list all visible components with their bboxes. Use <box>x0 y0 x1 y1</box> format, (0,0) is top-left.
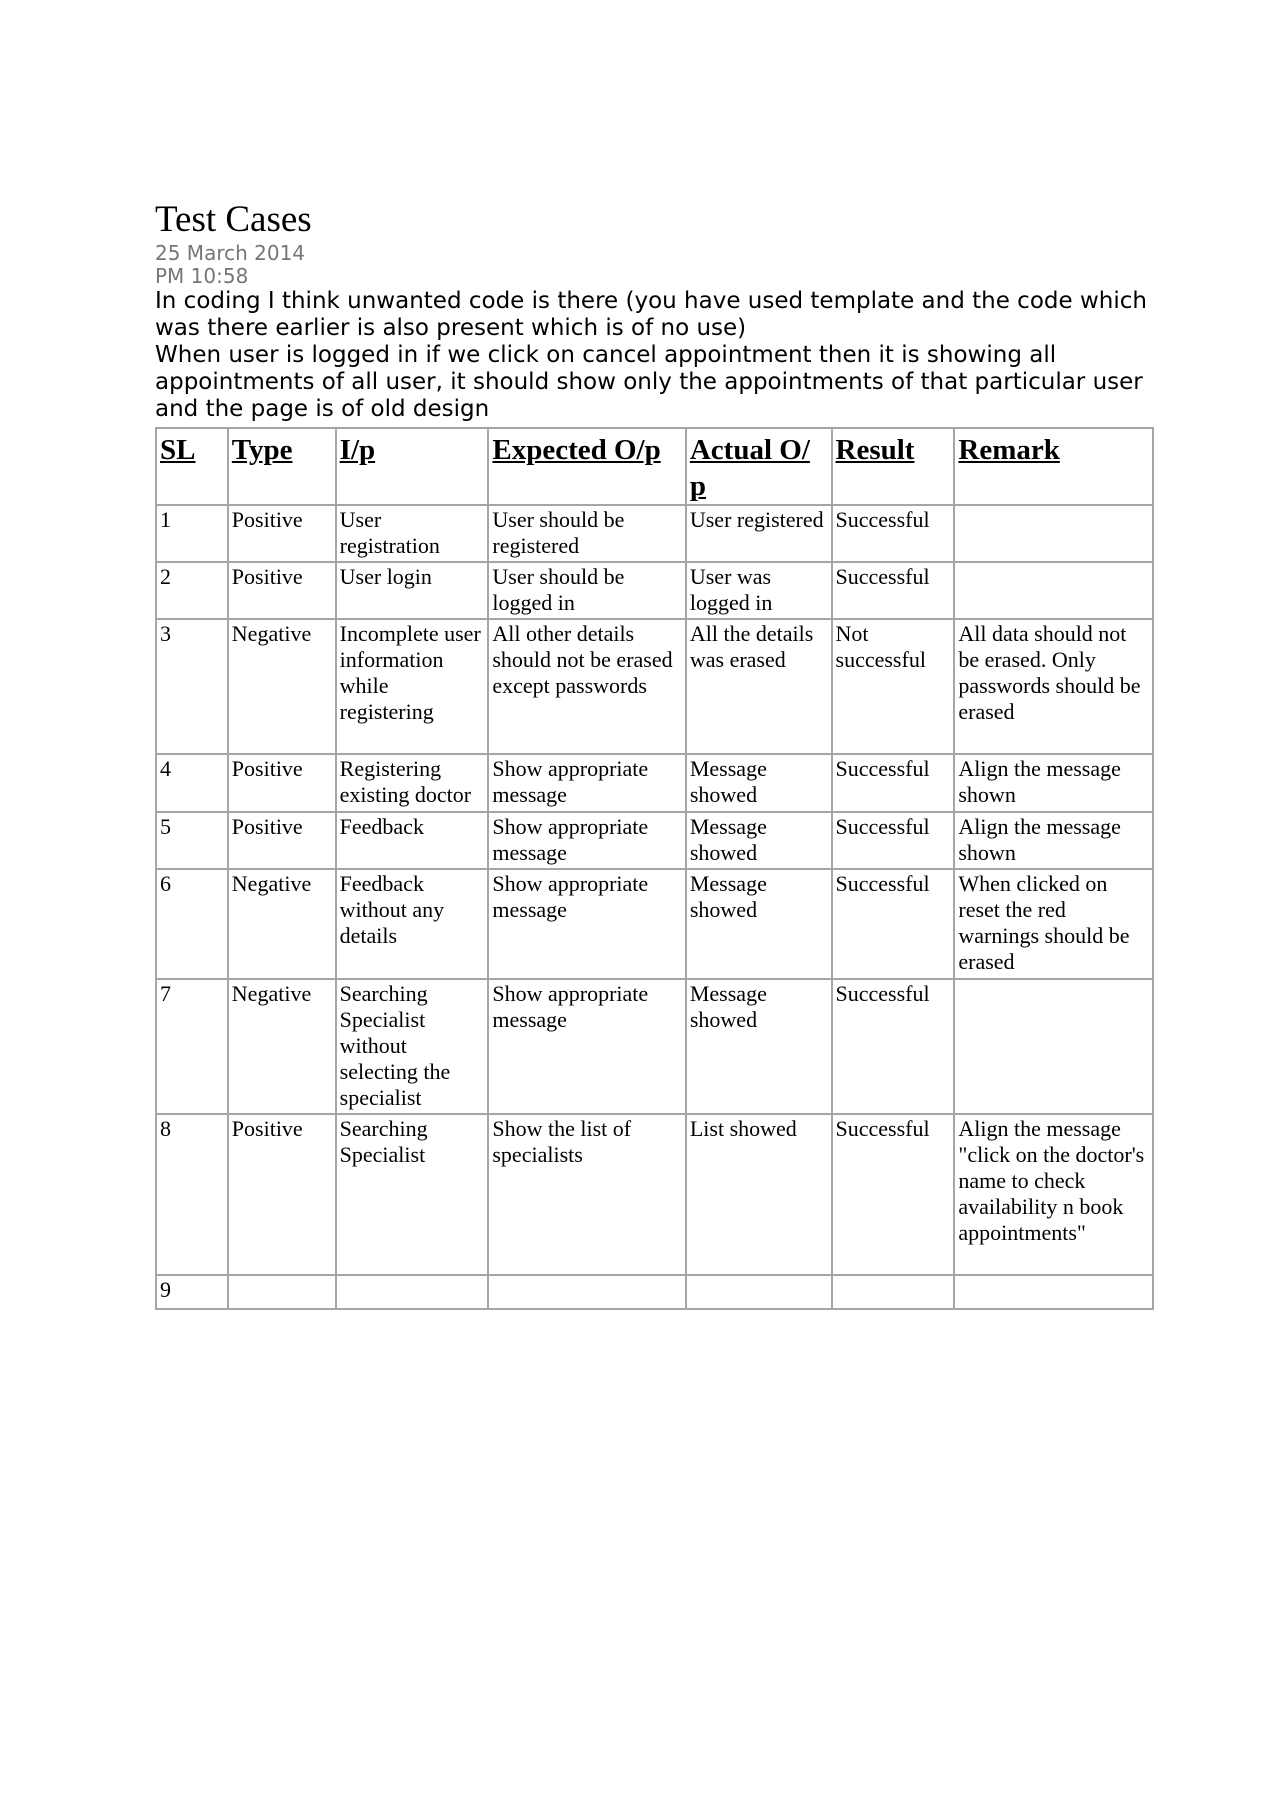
cell-input: Incomplete user information while registering <box>336 619 489 754</box>
cell-result: Successful <box>832 979 955 1114</box>
cell-input: User login <box>336 562 489 619</box>
header-remark: Remark <box>954 428 1153 505</box>
cell-expected: User should be logged in <box>488 562 685 619</box>
table-header-row <box>156 428 1153 505</box>
cell-expected: Show appropriate message <box>488 869 685 979</box>
header-actual-output: Actual O/ p <box>686 428 832 505</box>
cell-actual: Message showed <box>686 869 832 979</box>
cell-remark: Align the message "click on the doctor's name to check availability n book appointments" <box>954 1114 1153 1275</box>
cell-type: Negative <box>228 619 336 754</box>
cell-result: Successful <box>832 812 955 869</box>
cell-sl: 9 <box>156 1275 228 1309</box>
cell-input: Feedback <box>336 812 489 869</box>
cell-remark: Align the message shown <box>954 754 1153 812</box>
cell-input: Searching Specialist without selecting the specialist <box>336 979 489 1114</box>
cell-result: Successful <box>832 1114 955 1275</box>
cell-sl: 8 <box>156 1114 228 1275</box>
cell-sl: 4 <box>156 754 228 812</box>
cell-result: Successful <box>832 562 955 619</box>
cell-actual: Message showed <box>686 754 832 812</box>
cell-type <box>228 1275 336 1309</box>
header-expected-output: Expected O/p <box>488 428 685 505</box>
cell-sl: 7 <box>156 979 228 1114</box>
cell-result: Successful <box>832 869 955 979</box>
cell-input: Registering existing doctor <box>336 754 489 812</box>
cell-remark <box>954 562 1153 619</box>
cell-sl: 2 <box>156 562 228 619</box>
note-time: PM 10:58 <box>155 264 249 288</box>
table-row <box>156 979 1153 1114</box>
cell-expected <box>488 1275 685 1309</box>
header-result: Result <box>832 428 955 505</box>
cell-type: Positive <box>228 1114 336 1275</box>
cell-result: Successful <box>832 505 955 562</box>
table-body <box>156 505 1153 1309</box>
header-type: Type <box>228 428 336 505</box>
page-title: Test Cases <box>155 199 312 240</box>
header-sl: SL <box>156 428 228 505</box>
table-row <box>156 754 1153 812</box>
cell-input <box>336 1275 489 1309</box>
note-date: 25 March 2014 <box>155 241 306 265</box>
cell-actual: User was logged in <box>686 562 832 619</box>
cell-remark <box>954 1275 1153 1309</box>
table-row <box>156 619 1153 754</box>
cell-actual: Message showed <box>686 812 832 869</box>
cell-type: Positive <box>228 505 336 562</box>
cell-input: Feedback without any details <box>336 869 489 979</box>
cell-remark <box>954 979 1153 1114</box>
cell-result: Not successful <box>832 619 955 754</box>
paragraph-2: When user is logged in if we click on cancel appointment then it is showing all appointments of all user, it should show only the appointments of that particular user and the page is of old design <box>155 342 1143 422</box>
table-row <box>156 869 1153 979</box>
cell-sl: 6 <box>156 869 228 979</box>
cell-expected: User should be registered <box>488 505 685 562</box>
cell-result: Successful <box>832 754 955 812</box>
cell-remark: When clicked on reset the red warnings should be erased <box>954 869 1153 979</box>
table-row <box>156 505 1153 562</box>
cell-expected: Show the list of specialists <box>488 1114 685 1275</box>
cell-sl: 5 <box>156 812 228 869</box>
cell-actual: All the details was erased <box>686 619 832 754</box>
header-input: I/p <box>336 428 489 505</box>
cell-type: Positive <box>228 562 336 619</box>
cell-remark <box>954 505 1153 562</box>
cell-actual: List showed <box>686 1114 832 1275</box>
cell-expected: Show appropriate message <box>488 979 685 1114</box>
cell-type: Negative <box>228 869 336 979</box>
cell-expected: Show appropriate message <box>488 812 685 869</box>
cell-type: Positive <box>228 754 336 812</box>
cell-actual: User registered <box>686 505 832 562</box>
cell-sl: 3 <box>156 619 228 754</box>
cell-expected: All other details should not be erased except passwords <box>488 619 685 754</box>
test-cases-table <box>155 427 1154 1310</box>
cell-remark: Align the message shown <box>954 812 1153 869</box>
paragraph-1: In coding I think unwanted code is there (you have used template and the code which was there earlier is also present which is of no use) <box>155 288 1147 341</box>
cell-remark: All data should not be erased. Only passwords should be erased <box>954 619 1153 754</box>
cell-actual <box>686 1275 832 1309</box>
cell-expected: Show appropriate message <box>488 754 685 812</box>
cell-type: Negative <box>228 979 336 1114</box>
table-row <box>156 812 1153 869</box>
cell-result <box>832 1275 955 1309</box>
cell-type: Positive <box>228 812 336 869</box>
document-page <box>155 198 1155 1310</box>
table-row <box>156 562 1153 619</box>
table-row <box>156 1114 1153 1275</box>
table-row <box>156 1275 1153 1309</box>
cell-sl: 1 <box>156 505 228 562</box>
cell-input: User registration <box>336 505 489 562</box>
cell-actual: Message showed <box>686 979 832 1114</box>
cell-input: Searching Specialist <box>336 1114 489 1275</box>
